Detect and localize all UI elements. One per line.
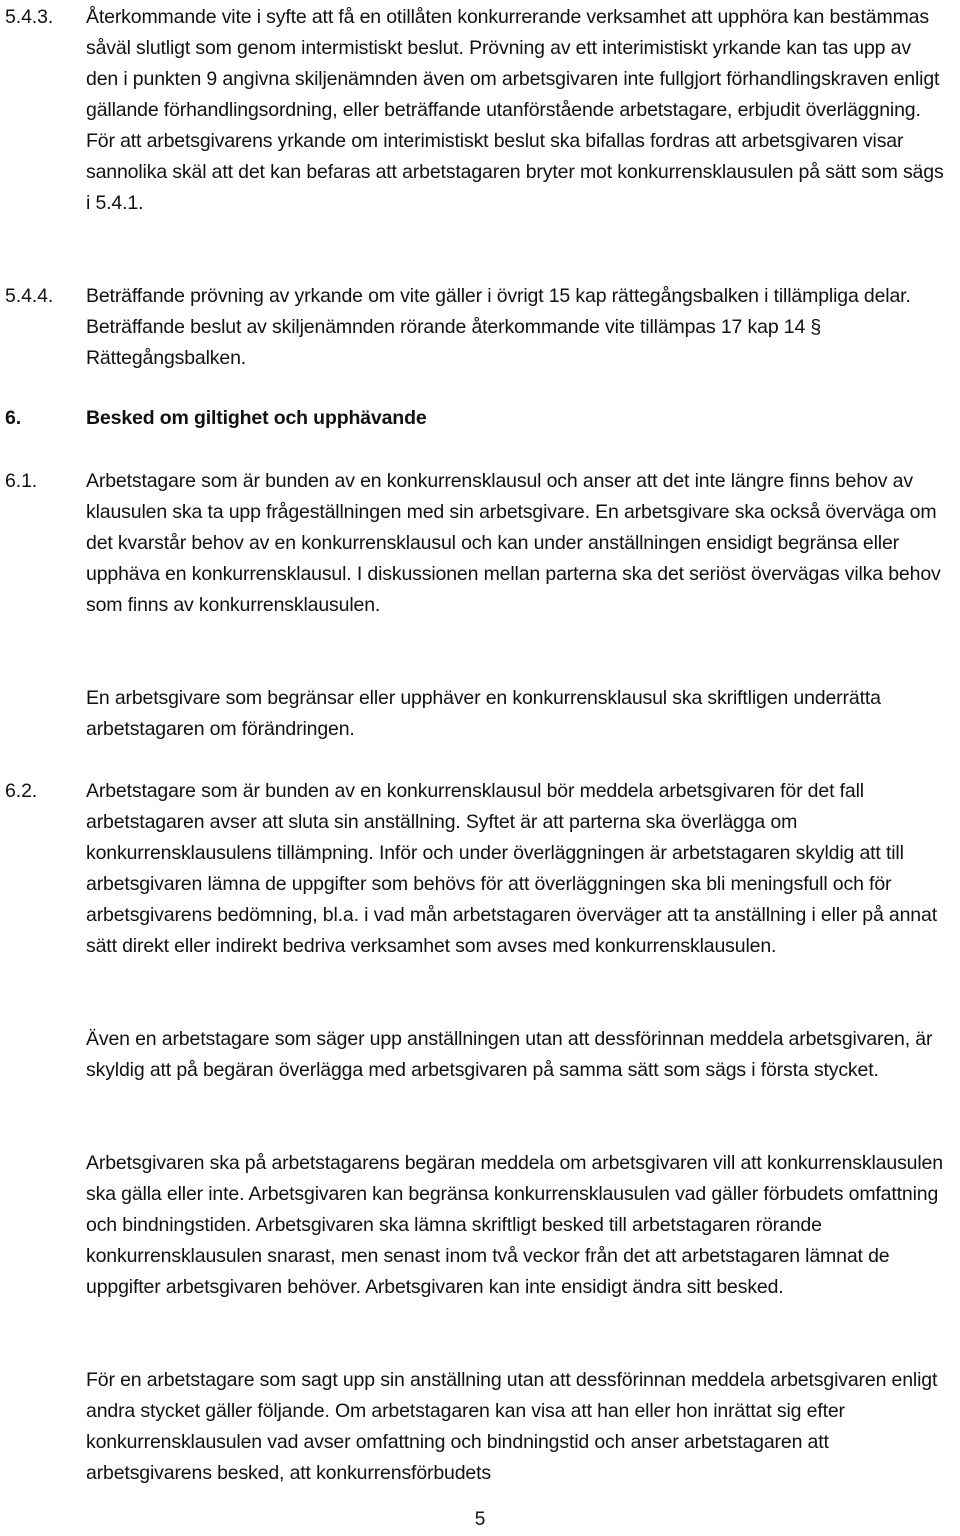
section-paragraph: Arbetsgivaren ska på arbetstagarens begäran meddela om arbetsgivaren vill att konkurrensklausulen ska gälla eller inte. Arbetsgivaren kan begränsa konkurrensklausulen vad gäller förbudets omfattning och bindningstiden. Arbetsgivaren ska lämna skriftligt besked till arbetstagaren rörande konkurrensklausulen snarast, men senast inom två veckor från det att arbetstagaren lämnat de uppgifter arbetsgivaren behöver. Arbetsgivaren kan inte ensidigt ändra sitt besked. bbox=[86, 1152, 943, 1298]
section-heading: Besked om giltighet och upphävande bbox=[86, 407, 427, 429]
section-number: 5.4.3. bbox=[5, 6, 54, 28]
section-paragraph: En arbetsgivare som begränsar eller upphäver en konkurrensklausul ska skriftligen underrätta arbetstagaren om förändringen. bbox=[86, 687, 881, 740]
section-text: Arbetstagare som är bunden av en konkurrensklausul och anser att det inte längre finns behov av klausulen ska ta upp frågeställningen med sin arbetsgivare. En arbetsgivare ska också överväga om det kvarstår behov av en konkurrensklausul och kan under anställningen ensidigt begränsa eller upphäva en konkurrensklausul. I diskussionen mellan parterna ska det seriöst övervägas vilka behov som finns av konkurrensklausulen. bbox=[86, 470, 941, 616]
section-number: 6.1. bbox=[5, 470, 38, 492]
section-text: Återkommande vite i syfte att få en otillåten konkurrerande verksamhet att upphöra kan bestämmas såväl slutligt som genom intermistiskt beslut. Prövning av ett interimistiskt yrkande kan tas upp av den i punkten 9 angivna skiljenämnden även om arbetsgivaren inte fullgjort förhandlingskraven enligt gällande förhandlingsordning, eller beträffande utanförstående arbetstagare, erbjudit överläggning. För att arbetsgivarens yrkande om interimistiskt beslut ska bifallas fordras att arbetsgivaren visar sannolika skäl att det kan befaras att arbetstagaren bryter mot konkurrensklausulen på sätt som sägs i 5.4.1. bbox=[86, 6, 944, 214]
page-number: 5 bbox=[474, 1509, 486, 1530]
section-number: 6. bbox=[5, 407, 22, 429]
section-number: 5.4.4. bbox=[5, 285, 54, 307]
section-paragraph: För en arbetstagare som sagt upp sin anställning utan att dessförinnan meddela arbetsgivaren enligt andra stycket gäller följande. Om arbetstagaren kan visa att han eller hon inrättat sig efter konkurrensklausulen vad avser omfattning och bindningstid och anser arbetstagaren att arbetsgivarens besked, att konkurrensförbudets bbox=[86, 1369, 938, 1484]
section-number: 6.2. bbox=[5, 780, 38, 802]
section-text: Beträffande prövning av yrkande om vite gäller i övrigt 15 kap rättegångsbalken i tillämpliga delar. Beträffande beslut av skiljenämnden rörande återkommande vite tillämpas 17 kap 14 § Rättegångsbalken. bbox=[86, 285, 911, 369]
section-paragraph: Även en arbetstagare som säger upp anställningen utan att dessförinnan meddela arbetsgivaren, är skyldig att på begäran överlägga med arbetsgivaren på samma sätt som sägs i första stycket. bbox=[86, 1028, 933, 1081]
section-text: Arbetstagare som är bunden av en konkurrensklausul bör meddela arbetsgivaren för det fall arbetstagaren avser att sluta sin anställning. Syftet är att parterna ska överlägga om konkurrensklausulens tillämpning. Inför och under överläggningen är arbetstagaren skyldig att till arbetsgivaren lämna de uppgifter som behövs för att överläggningen ska bli meningsfull och för arbetsgivarens bedömning, bl.a. i vad mån arbetstagaren överväger att ta anställning i eller på annat sätt direkt eller indirekt bedriva verksamhet som avses med konkurrensklausulen. bbox=[86, 780, 937, 957]
